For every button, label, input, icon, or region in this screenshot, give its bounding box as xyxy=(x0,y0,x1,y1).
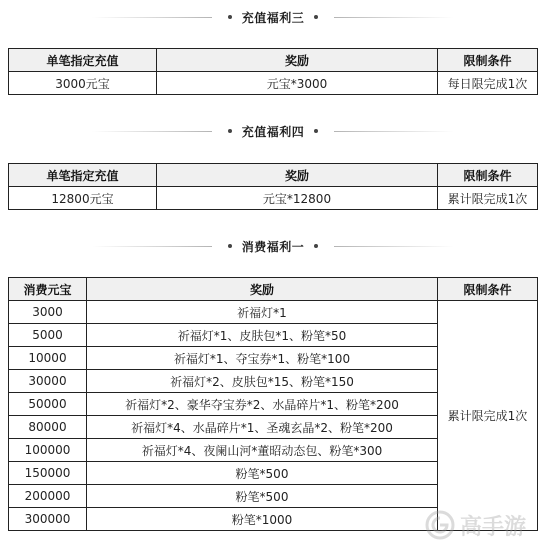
consume-1-table xyxy=(8,277,538,531)
bullet-dot xyxy=(314,15,318,19)
section-title: 消费福利一 xyxy=(241,239,305,254)
header-cell: 单笔指定充值 xyxy=(9,49,157,72)
section-heading-recharge-3 xyxy=(0,7,546,27)
amount-cell: 12800元宝 xyxy=(9,187,157,210)
bullet-dot xyxy=(314,244,318,248)
divider-line xyxy=(92,17,212,18)
svg-text:高手游: 高手游 xyxy=(460,515,527,540)
section-heading-consume-1 xyxy=(0,236,546,256)
amount-cell: 30000 xyxy=(9,370,87,393)
header-cell: 限制条件 xyxy=(438,278,538,301)
amount-cell: 100000 xyxy=(9,439,87,462)
amount-cell: 50000 xyxy=(9,393,87,416)
reward-cell: 祈福灯*4、夜阑山河*董昭动态包、粉笔*300 xyxy=(87,439,438,462)
header-cell: 奖励 xyxy=(87,278,438,301)
reward-cell: 粉笔*500 xyxy=(87,462,438,485)
header-cell: 单笔指定充值 xyxy=(9,164,157,187)
reward-cell: 元宝*12800 xyxy=(157,187,438,210)
header-cell: 限制条件 xyxy=(438,164,538,187)
reward-cell: 粉笔*500 xyxy=(87,485,438,508)
header-cell: 奖励 xyxy=(157,49,438,72)
table-row xyxy=(9,187,538,210)
amount-cell: 10000 xyxy=(9,347,87,370)
divider-line xyxy=(334,246,454,247)
section-heading-recharge-4 xyxy=(0,121,546,141)
reward-cell: 祈福灯*1、夺宝券*1、粉笔*100 xyxy=(87,347,438,370)
bullet-dot xyxy=(228,129,232,133)
recharge-3-table xyxy=(8,48,538,95)
table-header-row xyxy=(9,278,538,301)
bullet-dot xyxy=(228,15,232,19)
recharge-4-table xyxy=(8,163,538,210)
reward-cell: 祈福灯*4、水晶碎片*1、圣魂玄晶*2、粉笔*200 xyxy=(87,416,438,439)
watermark-logo xyxy=(420,505,540,545)
header-cell: 限制条件 xyxy=(438,49,538,72)
amount-cell: 200000 xyxy=(9,485,87,508)
reward-cell: 祈福灯*1、皮肤包*1、粉笔*50 xyxy=(87,324,438,347)
reward-cell: 祈福灯*2、豪华夺宝券*2、水晶碎片*1、粉笔*200 xyxy=(87,393,438,416)
bullet-dot xyxy=(228,244,232,248)
table-row xyxy=(9,301,538,324)
header-cell: 奖励 xyxy=(157,164,438,187)
condition-cell: 累计限完成1次 xyxy=(438,187,538,210)
table-header-row xyxy=(9,49,538,72)
divider-line xyxy=(92,246,212,247)
reward-cell: 元宝*3000 xyxy=(157,72,438,95)
amount-cell: 3000 xyxy=(9,301,87,324)
divider-line xyxy=(334,131,454,132)
divider-line xyxy=(334,17,454,18)
bullet-dot xyxy=(314,129,318,133)
condition-cell: 每日限完成1次 xyxy=(438,72,538,95)
table-row xyxy=(9,72,538,95)
table-header-row xyxy=(9,164,538,187)
amount-cell: 300000 xyxy=(9,508,87,531)
amount-cell: 5000 xyxy=(9,324,87,347)
section-title: 充值福利四 xyxy=(241,124,305,139)
section-title: 充值福利三 xyxy=(241,10,305,25)
divider-line xyxy=(92,131,212,132)
header-cell: 消费元宝 xyxy=(9,278,87,301)
amount-cell: 80000 xyxy=(9,416,87,439)
reward-cell: 祈福灯*2、皮肤包*15、粉笔*150 xyxy=(87,370,438,393)
reward-cell: 粉笔*1000 xyxy=(87,508,438,531)
reward-cell: 祈福灯*1 xyxy=(87,301,438,324)
amount-cell: 150000 xyxy=(9,462,87,485)
amount-cell: 3000元宝 xyxy=(9,72,157,95)
watermark-logo-icon xyxy=(422,507,540,543)
condition-cell: 累计限完成1次 xyxy=(438,301,538,531)
